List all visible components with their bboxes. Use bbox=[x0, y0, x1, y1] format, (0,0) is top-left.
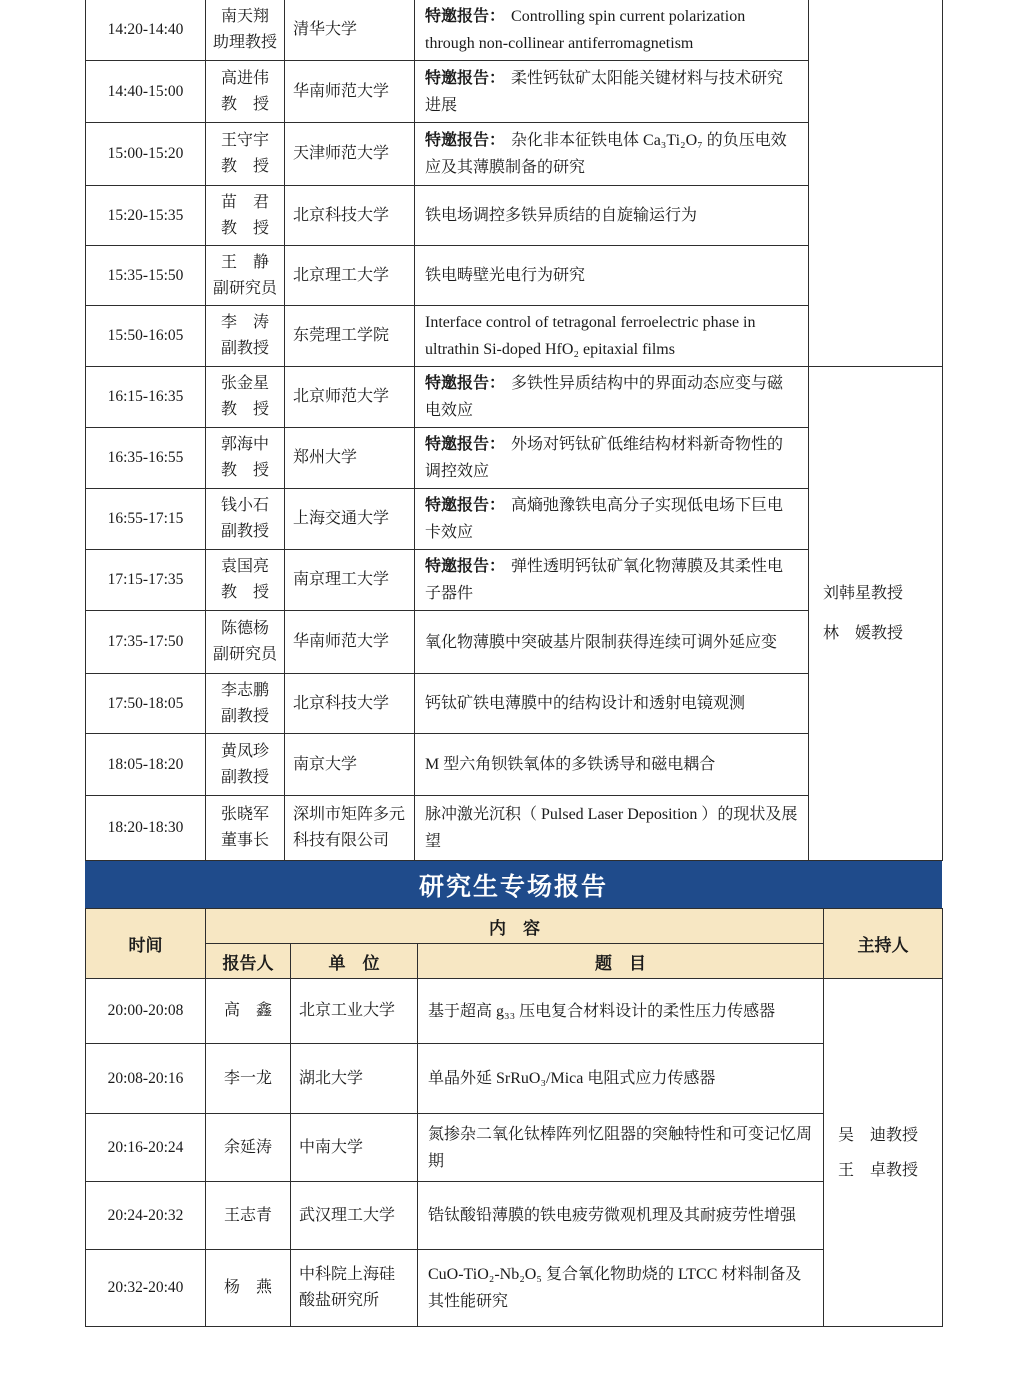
time-cell: 16:15-16:35 bbox=[86, 367, 206, 428]
topic-cell bbox=[415, 0, 809, 61]
header-topic: 题 目 bbox=[418, 944, 824, 979]
time-cell: 20:08-20:16 bbox=[86, 1044, 206, 1114]
speaker-cell bbox=[206, 734, 285, 796]
affiliation-cell: 北京科技大学 bbox=[285, 186, 415, 246]
invited-talk-label: 特邀报告： bbox=[425, 8, 506, 25]
topic-text: 锆钛酸铅薄膜的铁电疲劳微观机理及其耐疲劳性增强 bbox=[428, 1207, 797, 1224]
topic-cell bbox=[418, 979, 824, 1044]
speaker-cell bbox=[206, 550, 285, 611]
speaker-cell bbox=[206, 123, 285, 186]
speaker-title: 教 授 bbox=[220, 95, 269, 113]
speaker-name: 王 静 bbox=[220, 253, 269, 271]
invited-talk-label: 特邀报告： bbox=[425, 558, 506, 575]
speaker-title: 教 授 bbox=[220, 158, 269, 175]
topic-cell bbox=[415, 367, 809, 428]
topic-cell bbox=[418, 1250, 824, 1327]
topic-cell bbox=[415, 428, 809, 489]
speaker-name: 李志鹏 bbox=[220, 681, 269, 699]
table-row bbox=[86, 1250, 943, 1327]
table-row bbox=[86, 0, 943, 61]
moderator-name: 王 卓教授 bbox=[838, 1161, 919, 1179]
affiliation-cell: 华南师范大学 bbox=[285, 611, 415, 674]
topic-text: 钙钛矿铁电薄膜中的结构设计和透射电镜观测 bbox=[425, 695, 746, 712]
time-cell: 20:24-20:32 bbox=[86, 1182, 206, 1250]
invited-talk-label: 特邀报告： bbox=[425, 375, 506, 392]
topic-cell bbox=[415, 123, 809, 186]
topic-text: 氧化物薄膜中突破基片限制获得连续可调外延应变 bbox=[425, 633, 778, 651]
speaker-name: 李 涛 bbox=[220, 314, 269, 331]
speaker-cell: 高 鑫 bbox=[206, 979, 291, 1044]
time-cell: 15:35-15:50 bbox=[86, 246, 206, 306]
speaker-name: 南天翔 bbox=[220, 8, 269, 25]
topic-cell bbox=[415, 306, 809, 367]
topic-text: Interface control of tetragonal ferroelectric phase in ultrathin Si-doped HfO₂ epitaxial films bbox=[425, 314, 756, 358]
speaker-title: 教 授 bbox=[220, 401, 269, 418]
affiliation-cell: 天津师范大学 bbox=[285, 123, 415, 186]
topic-cell bbox=[418, 1044, 824, 1114]
moderator-cell-student bbox=[824, 979, 943, 1327]
time-cell: 18:05-18:20 bbox=[86, 734, 206, 796]
topic-cell bbox=[415, 550, 809, 611]
topic-text: 铁电畴壁光电行为研究 bbox=[425, 267, 586, 284]
speaker-cell bbox=[206, 611, 285, 674]
header-speaker: 报告人 bbox=[206, 944, 291, 979]
invited-talk-label: 特邀报告： bbox=[425, 69, 506, 87]
table-row bbox=[86, 1182, 943, 1250]
topic-text: 基于超高 g₃₃ 压电复合材料设计的柔性压力传感器 bbox=[428, 1002, 776, 1020]
affiliation-cell: 清华大学 bbox=[285, 0, 415, 61]
table-row bbox=[86, 1114, 943, 1182]
speaker-cell bbox=[206, 61, 285, 123]
affiliation-cell: 湖北大学 bbox=[291, 1044, 418, 1114]
topic-cell bbox=[415, 674, 809, 734]
speaker-title: 助理教授 bbox=[212, 34, 277, 51]
time-cell: 17:35-17:50 bbox=[86, 611, 206, 674]
moderator-name: 刘韩星教授 bbox=[823, 584, 904, 602]
time-cell: 20:32-20:40 bbox=[86, 1250, 206, 1327]
topic-text: M 型六角钡铁氧体的多铁诱导和磁电耦合 bbox=[425, 756, 716, 773]
speaker-title: 董事长 bbox=[220, 832, 269, 849]
affiliation-cell: 北京工业大学 bbox=[291, 979, 418, 1044]
topic-text: 多铁性异质结构中的界面动态应变与磁电效应 bbox=[425, 375, 784, 419]
table-row bbox=[86, 367, 943, 428]
table-row bbox=[86, 1044, 943, 1114]
time-cell: 16:55-17:15 bbox=[86, 489, 206, 550]
speaker-cell: 王志青 bbox=[206, 1182, 291, 1250]
affiliation-cell: 上海交通大学 bbox=[285, 489, 415, 550]
affiliation-cell: 东莞理工学院 bbox=[285, 306, 415, 367]
table-row bbox=[86, 979, 943, 1044]
time-cell: 14:40-15:00 bbox=[86, 61, 206, 123]
time-cell: 16:35-16:55 bbox=[86, 428, 206, 489]
section-banner bbox=[85, 861, 942, 908]
student-session-table bbox=[85, 908, 943, 1327]
topic-cell bbox=[418, 1182, 824, 1250]
speaker-cell bbox=[206, 674, 285, 734]
time-cell: 17:15-17:35 bbox=[86, 550, 206, 611]
speaker-name: 钱小石 bbox=[220, 497, 269, 514]
speaker-cell: 李一龙 bbox=[206, 1044, 291, 1114]
section-banner-title: 研究生专场报告 bbox=[418, 872, 608, 901]
speaker-cell bbox=[206, 186, 285, 246]
affiliation-cell: 南京大学 bbox=[285, 734, 415, 796]
affiliation-cell: 武汉理工大学 bbox=[291, 1182, 418, 1250]
topic-cell bbox=[415, 796, 809, 861]
moderator-cell-session1 bbox=[809, 0, 943, 367]
affiliation-cell: 北京科技大学 bbox=[285, 674, 415, 734]
header-row bbox=[86, 909, 943, 944]
speaker-title: 副教授 bbox=[220, 340, 269, 357]
main-session-table bbox=[85, 0, 943, 861]
invited-talk-label: 特邀报告： bbox=[425, 436, 506, 453]
topic-text: 外场对钙钛矿低维结构材料新奇物性的调控效应 bbox=[425, 436, 784, 480]
affiliation-cell: 深圳市矩阵多元科技有限公司 bbox=[285, 796, 415, 861]
speaker-name: 陈德杨 bbox=[220, 620, 269, 637]
speaker-name: 郭海中 bbox=[220, 436, 269, 453]
topic-cell bbox=[415, 611, 809, 674]
topic-cell bbox=[415, 61, 809, 123]
time-cell: 17:50-18:05 bbox=[86, 674, 206, 734]
speaker-name: 张晓军 bbox=[220, 806, 269, 823]
conference-program-sheet bbox=[85, 0, 942, 1327]
topic-text: CuO-TiO₂-Nb₂O₅ 复合氧化物助烧的 LTCC 材料制备及其性能研究 bbox=[428, 1266, 802, 1310]
time-cell: 20:16-20:24 bbox=[86, 1114, 206, 1182]
header-row bbox=[86, 944, 943, 979]
topic-text: 单晶外延 SrRuO₃/Mica 电阻式应力传感器 bbox=[428, 1070, 716, 1087]
speaker-name: 王守宇 bbox=[220, 132, 269, 149]
affiliation-cell: 中科院上海硅酸盐研究所 bbox=[291, 1250, 418, 1327]
speaker-cell bbox=[206, 246, 285, 306]
topic-cell bbox=[415, 489, 809, 550]
topic-text: 氮掺杂二氧化钛棒阵列忆阻器的突触特性和可变记忆周期 bbox=[428, 1125, 813, 1170]
topic-text: 柔性钙钛矿太阳能关键材料与技术研究进展 bbox=[425, 69, 784, 114]
speaker-title: 副研究员 bbox=[212, 279, 277, 297]
header-time: 时间 bbox=[86, 909, 206, 979]
header-moderator: 主持人 bbox=[824, 909, 943, 979]
time-cell: 14:20-14:40 bbox=[86, 0, 206, 61]
speaker-cell bbox=[206, 428, 285, 489]
topic-cell bbox=[415, 186, 809, 246]
speaker-name: 袁国亮 bbox=[220, 558, 269, 575]
speaker-cell bbox=[206, 489, 285, 550]
topic-text: 脉冲激光沉积（ Pulsed Laser Deposition ）的现状及展望 bbox=[425, 806, 798, 850]
time-cell: 18:20-18:30 bbox=[86, 796, 206, 861]
time-cell: 20:00-20:08 bbox=[86, 979, 206, 1044]
affiliation-cell: 中南大学 bbox=[291, 1114, 418, 1182]
speaker-cell bbox=[206, 306, 285, 367]
topic-cell bbox=[415, 734, 809, 796]
topic-text: 高熵弛豫铁电高分子实现低电场下巨电卡效应 bbox=[425, 497, 784, 541]
speaker-cell: 杨 燕 bbox=[206, 1250, 291, 1327]
header-content: 内 容 bbox=[206, 909, 824, 944]
speaker-cell bbox=[206, 0, 285, 61]
speaker-title: 副教授 bbox=[220, 707, 269, 725]
speaker-cell bbox=[206, 367, 285, 428]
speaker-name: 高进伟 bbox=[220, 69, 269, 87]
speaker-title: 教 授 bbox=[220, 219, 269, 237]
topic-text: 杂化非本征铁电体 Ca₃Ti₂O₇ 的负压电效应及其薄膜制备的研究 bbox=[425, 132, 787, 176]
speaker-title: 副教授 bbox=[220, 768, 269, 786]
moderator-name: 吴 迪教授 bbox=[838, 1126, 919, 1144]
topic-text: 铁电场调控多铁异质结的自旋输运行为 bbox=[425, 207, 698, 224]
speaker-cell bbox=[206, 796, 285, 861]
speaker-title: 副教授 bbox=[220, 523, 269, 540]
moderator-cell-session2 bbox=[809, 367, 943, 861]
topic-cell bbox=[418, 1114, 824, 1182]
speaker-title: 教 授 bbox=[220, 584, 269, 601]
invited-talk-label: 特邀报告： bbox=[425, 497, 506, 514]
affiliation-cell: 南京理工大学 bbox=[285, 550, 415, 611]
moderator-name: 林 媛教授 bbox=[823, 624, 904, 642]
time-cell: 15:20-15:35 bbox=[86, 186, 206, 246]
affiliation-cell: 北京理工大学 bbox=[285, 246, 415, 306]
speaker-title: 副研究员 bbox=[212, 646, 277, 663]
speaker-cell: 余延涛 bbox=[206, 1114, 291, 1182]
speaker-name: 苗 君 bbox=[220, 193, 269, 211]
topic-text: 弹性透明钙钛矿氧化物薄膜及其柔性电子器件 bbox=[425, 558, 784, 602]
affiliation-cell: 北京师范大学 bbox=[285, 367, 415, 428]
speaker-name: 黄凤珍 bbox=[220, 742, 269, 760]
speaker-name: 张金星 bbox=[220, 375, 269, 392]
affiliation-cell: 华南师范大学 bbox=[285, 61, 415, 123]
time-cell: 15:50-16:05 bbox=[86, 306, 206, 367]
topic-text: Controlling spin current polarization through non-collinear antiferromagnetism bbox=[425, 8, 746, 52]
affiliation-cell: 郑州大学 bbox=[285, 428, 415, 489]
speaker-title: 教 授 bbox=[220, 462, 269, 479]
header-affiliation: 单 位 bbox=[291, 944, 418, 979]
topic-cell bbox=[415, 246, 809, 306]
invited-talk-label: 特邀报告： bbox=[425, 132, 506, 149]
time-cell: 15:00-15:20 bbox=[86, 123, 206, 186]
